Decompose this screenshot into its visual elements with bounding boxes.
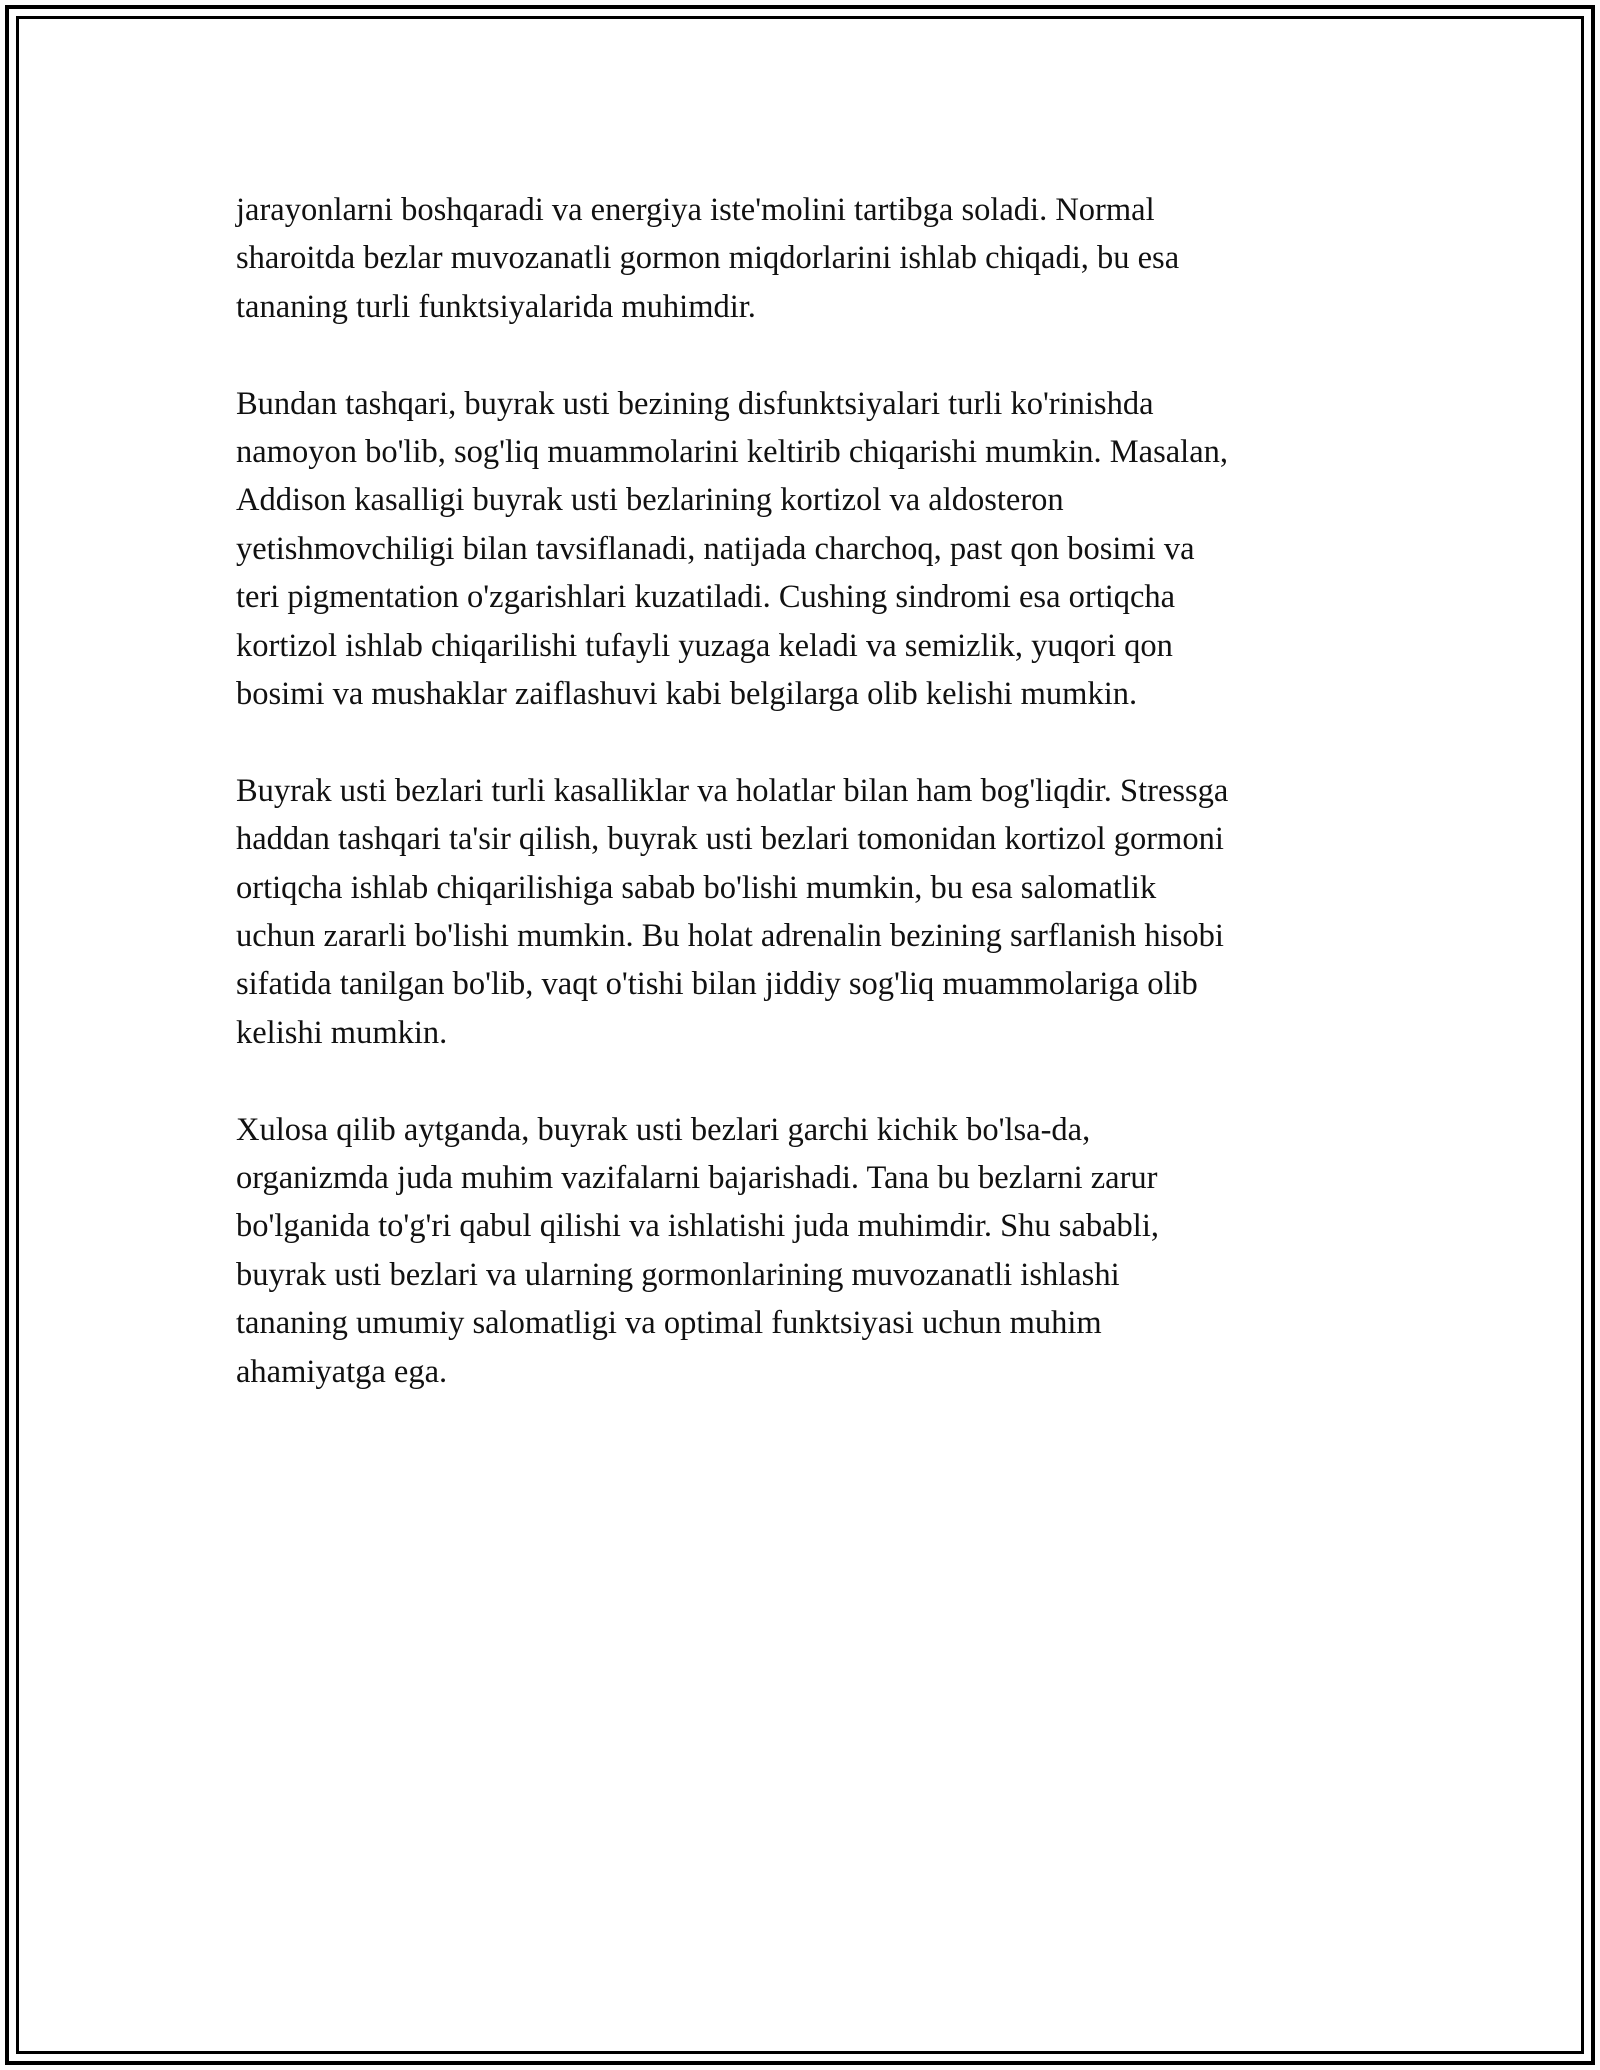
paragraph: Bundan tashqari, buyrak usti bezining disfunktsiyalari turli ko'rinishda namoyon bo'lib, sog'liq muammolarini keltirib chiqarishi mumkin. Masalan, Addison kasalligi buyrak usti bezlarining kortizol va aldosteron yetishmovchiligi bilan tavsiflanadi, natijada charchoq, past qon bosimi va teri pigmentation o'zgarishlari kuzatiladi. Cushing sindromi esa ortiqcha kortizol ishlab chiqarilishi tufayli yuzaga keladi va semizlik, yuqori qon bosimi va mushaklar zaiflashuvi kabi belgilarga olib kelishi mumkin.	[236, 385, 1228, 713]
paragraph: Buyrak usti bezlari turli kasalliklar va holatlar bilan ham bog'liqdir. Stressga haddan tashqari ta'sir qilish, buyrak usti bezlari tomonidan kortizol gormoni ortiqcha ishlab chiqarilishiga sabab bo'lishi mumkin, bu esa salomatlik uchun zararli bo'lishi mumkin. Bu holat adrenalin bezining sarflanish hisobi sifatida tanilgan bo'lib, vaqt o'tishi bilan jiddiy sog'liq muammolariga olib kelishi mumkin.	[236, 772, 1229, 1051]
paragraph: jarayonlarni boshqaradi va energiya iste'molini tartibga soladi. Normal sharoitda bezlar muvozanatli gormon miqdorlarini ishlab chiqadi, bu esa tananing turli funktsiyalarida muhimdir.	[236, 192, 1180, 325]
document-body	[236, 186, 1376, 1445]
paragraph: Xulosa qilib aytganda, buyrak usti bezlari garchi kichik bo'lsa-da, organizmda juda muhim vazifalarni bajarishadi. Tana bu bezlarni zarur bo'lganida to'g'ri qabul qilishi va ishlatishi juda muhimdir. Shu sababli, buyrak usti bezlari va ularning gormonlarining muvozanatli ishlashi tananing umumiy salomatligi va optimal funktsiyasi uchun muhim ahamiyatga ega.	[236, 1111, 1159, 1390]
